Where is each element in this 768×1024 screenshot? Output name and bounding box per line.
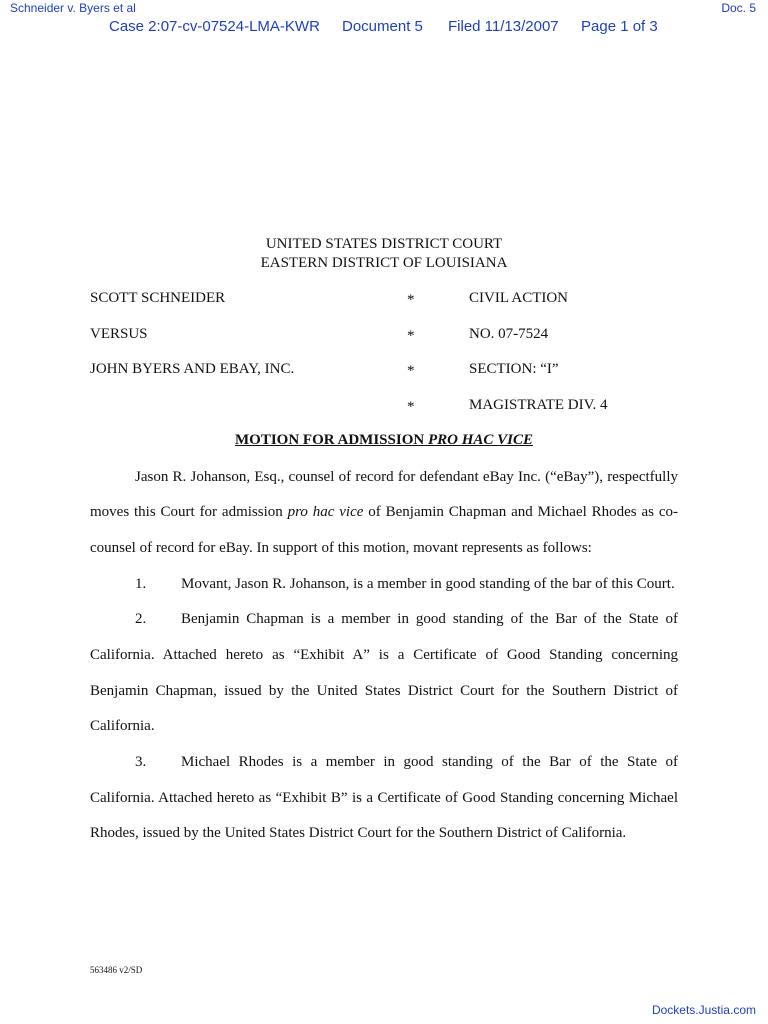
intro-pro-hac-vice: pro hac vice — [287, 504, 364, 520]
caption-separator: * — [407, 363, 415, 379]
caption-civil-action: CIVIL ACTION — [469, 290, 569, 306]
caption-plaintiff: SCOTT SCHNEIDER — [90, 290, 226, 306]
page-indicator: Page 1 of 3 — [581, 18, 658, 35]
paragraph-2-line-4: California. — [90, 718, 155, 734]
paragraph-number: 1. — [135, 576, 147, 592]
paragraph-2-line-2: California. Attached hereto as “Exhibit A” is a Certificate of Good Standing concerning — [90, 647, 678, 663]
caption-versus: VERSUS — [90, 326, 148, 342]
caption-separator: * — [407, 399, 415, 415]
intro-line-2-pre: moves this Court for admission — [90, 504, 288, 520]
paragraph-number: 2. — [135, 611, 147, 627]
paragraph-3-line-2: California. Attached hereto as “Exhibit B” is a Certificate of Good Standing concerning Michael — [90, 790, 678, 806]
paragraph-3-line-1: Michael Rhodes is a member in good standing of the Bar of the State of — [181, 754, 678, 770]
caption-separator: * — [407, 328, 415, 344]
paragraph-3-line-3: Rhodes, issued by the United States District Court for the Southern District of California. — [90, 825, 627, 841]
paragraph-2-line-3: Benjamin Chapman, issued by the United States District Court for the Southern District of — [90, 683, 678, 699]
motion-title-italic: PRO HAC VICE — [427, 432, 533, 448]
caption-section: SECTION: “I” — [469, 361, 559, 377]
doc-number-link[interactable]: Doc. 5 — [721, 1, 756, 15]
case-name-link[interactable]: Schneider v. Byers et al — [10, 1, 136, 15]
document-id: 563486 v2/SD — [90, 965, 143, 975]
court-name: UNITED STATES DISTRICT COURT — [265, 236, 503, 252]
motion-title — [0, 432, 768, 449]
caption-separator: * — [407, 292, 415, 308]
motion-title-text — [235, 432, 533, 448]
caption-defendants: JOHN BYERS AND EBAY, INC. — [90, 361, 295, 377]
paragraph-1-line-1: Movant, Jason R. Johanson, is a member in good standing of the bar of this Court. — [181, 576, 675, 592]
caption-case-no: NO. 07-7524 — [469, 326, 549, 342]
caption-magistrate: MAGISTRATE DIV. 4 — [469, 397, 608, 413]
justia-watermark-link[interactable]: Dockets.Justia.com — [651, 1003, 756, 1017]
motion-title-prefix: MOTION FOR ADMISSION — [235, 432, 428, 448]
intro-line-2 — [90, 504, 678, 521]
paragraph-number: 3. — [135, 754, 147, 770]
court-district: EASTERN DISTRICT OF LOUISIANA — [260, 255, 508, 271]
document-number: Document 5 — [342, 18, 423, 35]
paragraph-2-line-1: Benjamin Chapman is a member in good standing of the Bar of the State of — [181, 611, 678, 627]
intro-line-2-post: of Benjamin Chapman and Michael Rhodes as co- — [363, 504, 678, 520]
intro-line-3: counsel of record for eBay. In support of this motion, movant represents as follows: — [90, 540, 592, 556]
intro-line-1: Jason R. Johanson, Esq., counsel of record for defendant eBay Inc. (“eBay”), respectfully — [135, 469, 678, 485]
case-number: Case 2:07-cv-07524-LMA-KWR — [109, 18, 320, 35]
filed-date: Filed 11/13/2007 — [448, 18, 559, 35]
